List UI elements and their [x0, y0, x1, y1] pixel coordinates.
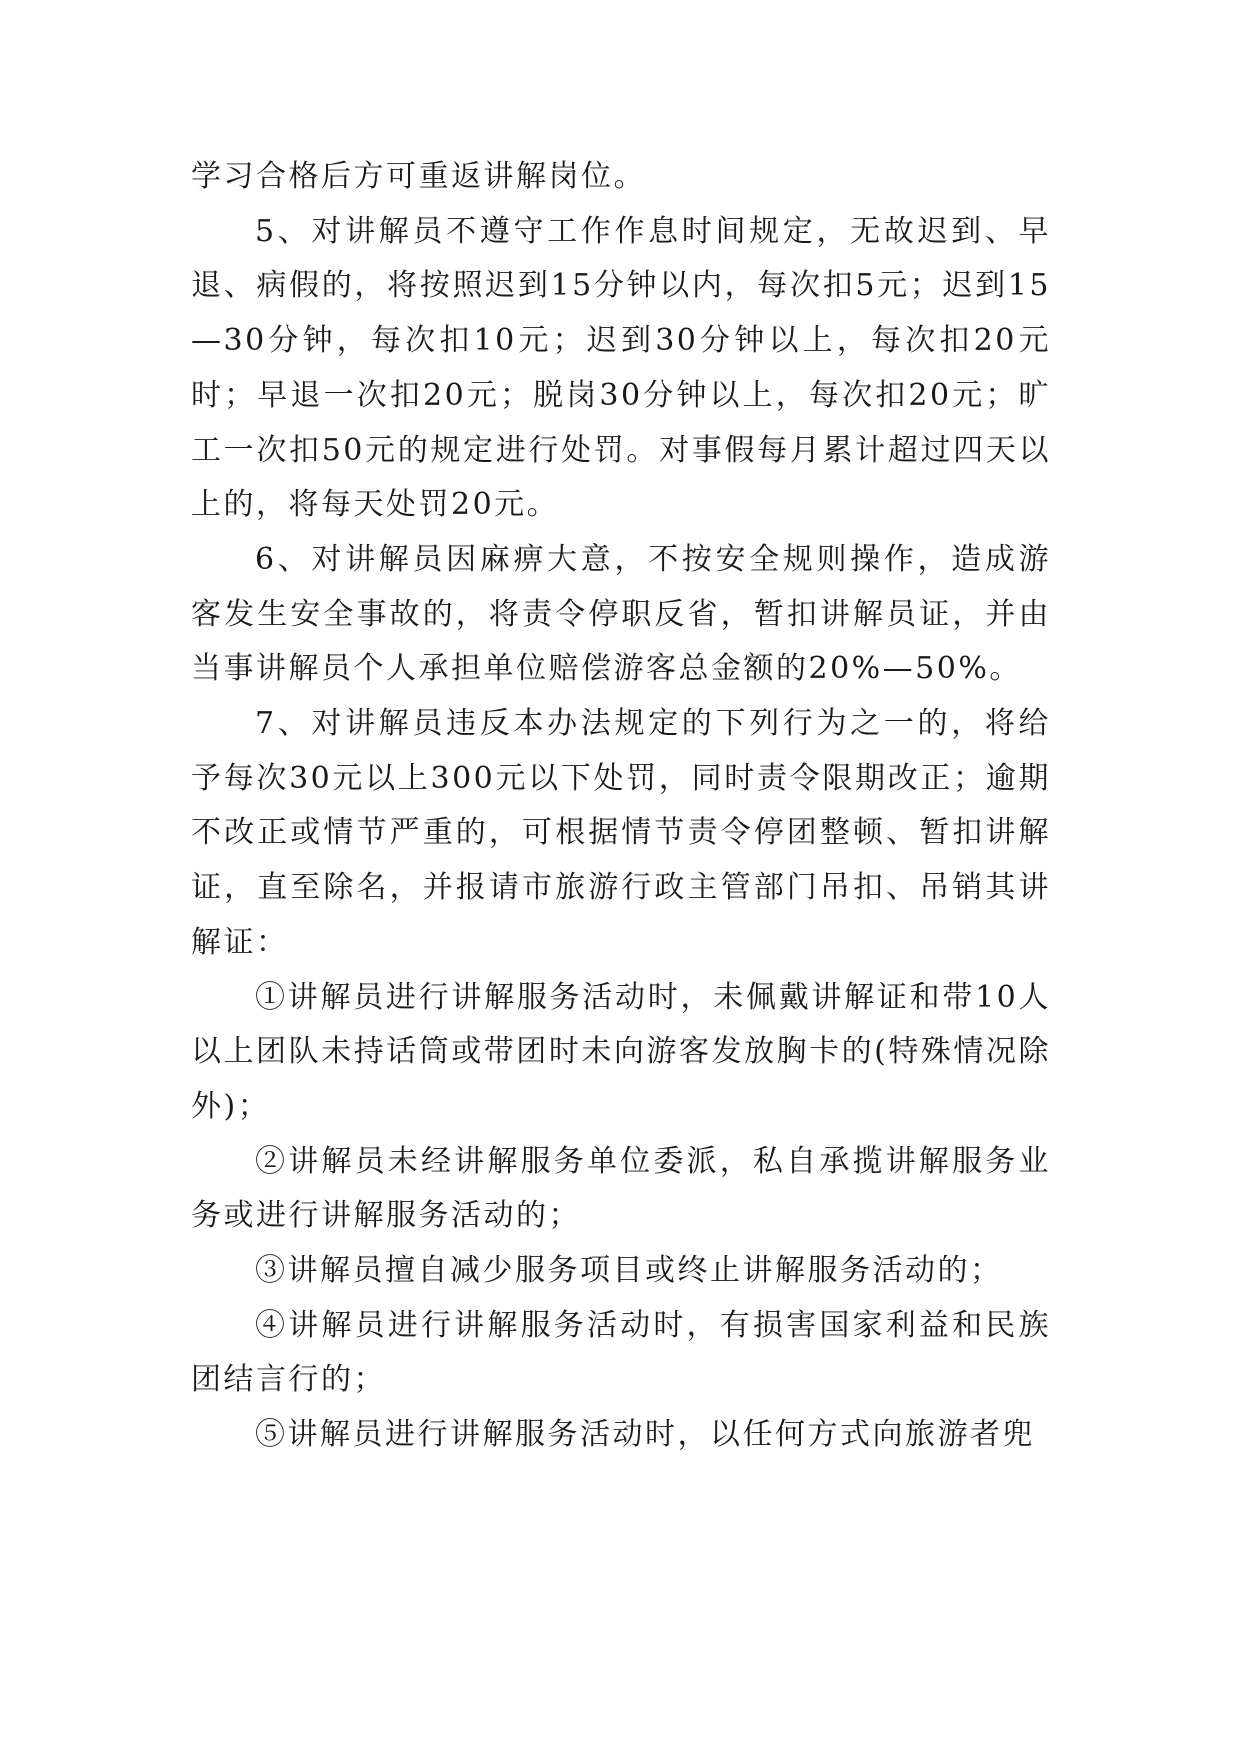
paragraph-rule-6: 6、对讲解员因麻痹大意，不按安全规则操作，造成游客发生安全事故的，将责令停职反省，暂扣讲解员证，并由当事讲解员个人承担单位赔偿游客总金额的20%—50%。 — [191, 541, 1051, 687]
paragraph-rule-5: 5、对讲解员不遵守工作作息时间规定，无故迟到、早退、病假的，将按照迟到15分钟以内，每次扣5元；迟到15—30分钟，每次扣10元；迟到30分钟以上，每次扣20元时；早退一次扣20元；脱岗30分钟以上，每次扣20元；旷工一次扣50元的规定进行处罚。对事假每月累计超过四天以上的，将每天处罚20元。 — [191, 213, 1051, 523]
paragraph-rule-7: 7、对讲解员违反本办法规定的下列行为之一的，将给予每次30元以上300元以下处罚，同时责令限期改正；逾期不改正或情节严重的，可根据情节责令停团整顿、暂扣讲解证，直至除名，并报请市旅游行政主管部门吊扣、吊销其讲解证： — [191, 706, 1051, 960]
list-item-5: ⑤讲解员进行讲解服务活动时，以任何方式向旅游者兜 — [255, 1417, 1035, 1453]
list-item-4: ④讲解员进行讲解服务活动时，有损害国家利益和民族团结言行的； — [191, 1307, 1051, 1398]
list-item-1: ①讲解员进行讲解服务活动时，未佩戴讲解证和带10人以上团队未持话筒或带团时未向游客发放胸卡的(特殊情况除外)； — [191, 979, 1051, 1124]
document-body — [191, 150, 1051, 1463]
list-item-3: ③讲解员擅自减少服务项目或终止讲解服务活动的； — [255, 1253, 1003, 1289]
paragraph-continuation: 学习合格后方可重返讲解岗位。 — [191, 159, 646, 194]
list-item-2: ②讲解员未经讲解服务单位委派，私自承揽讲解服务业务或进行讲解服务活动的； — [191, 1143, 1051, 1234]
